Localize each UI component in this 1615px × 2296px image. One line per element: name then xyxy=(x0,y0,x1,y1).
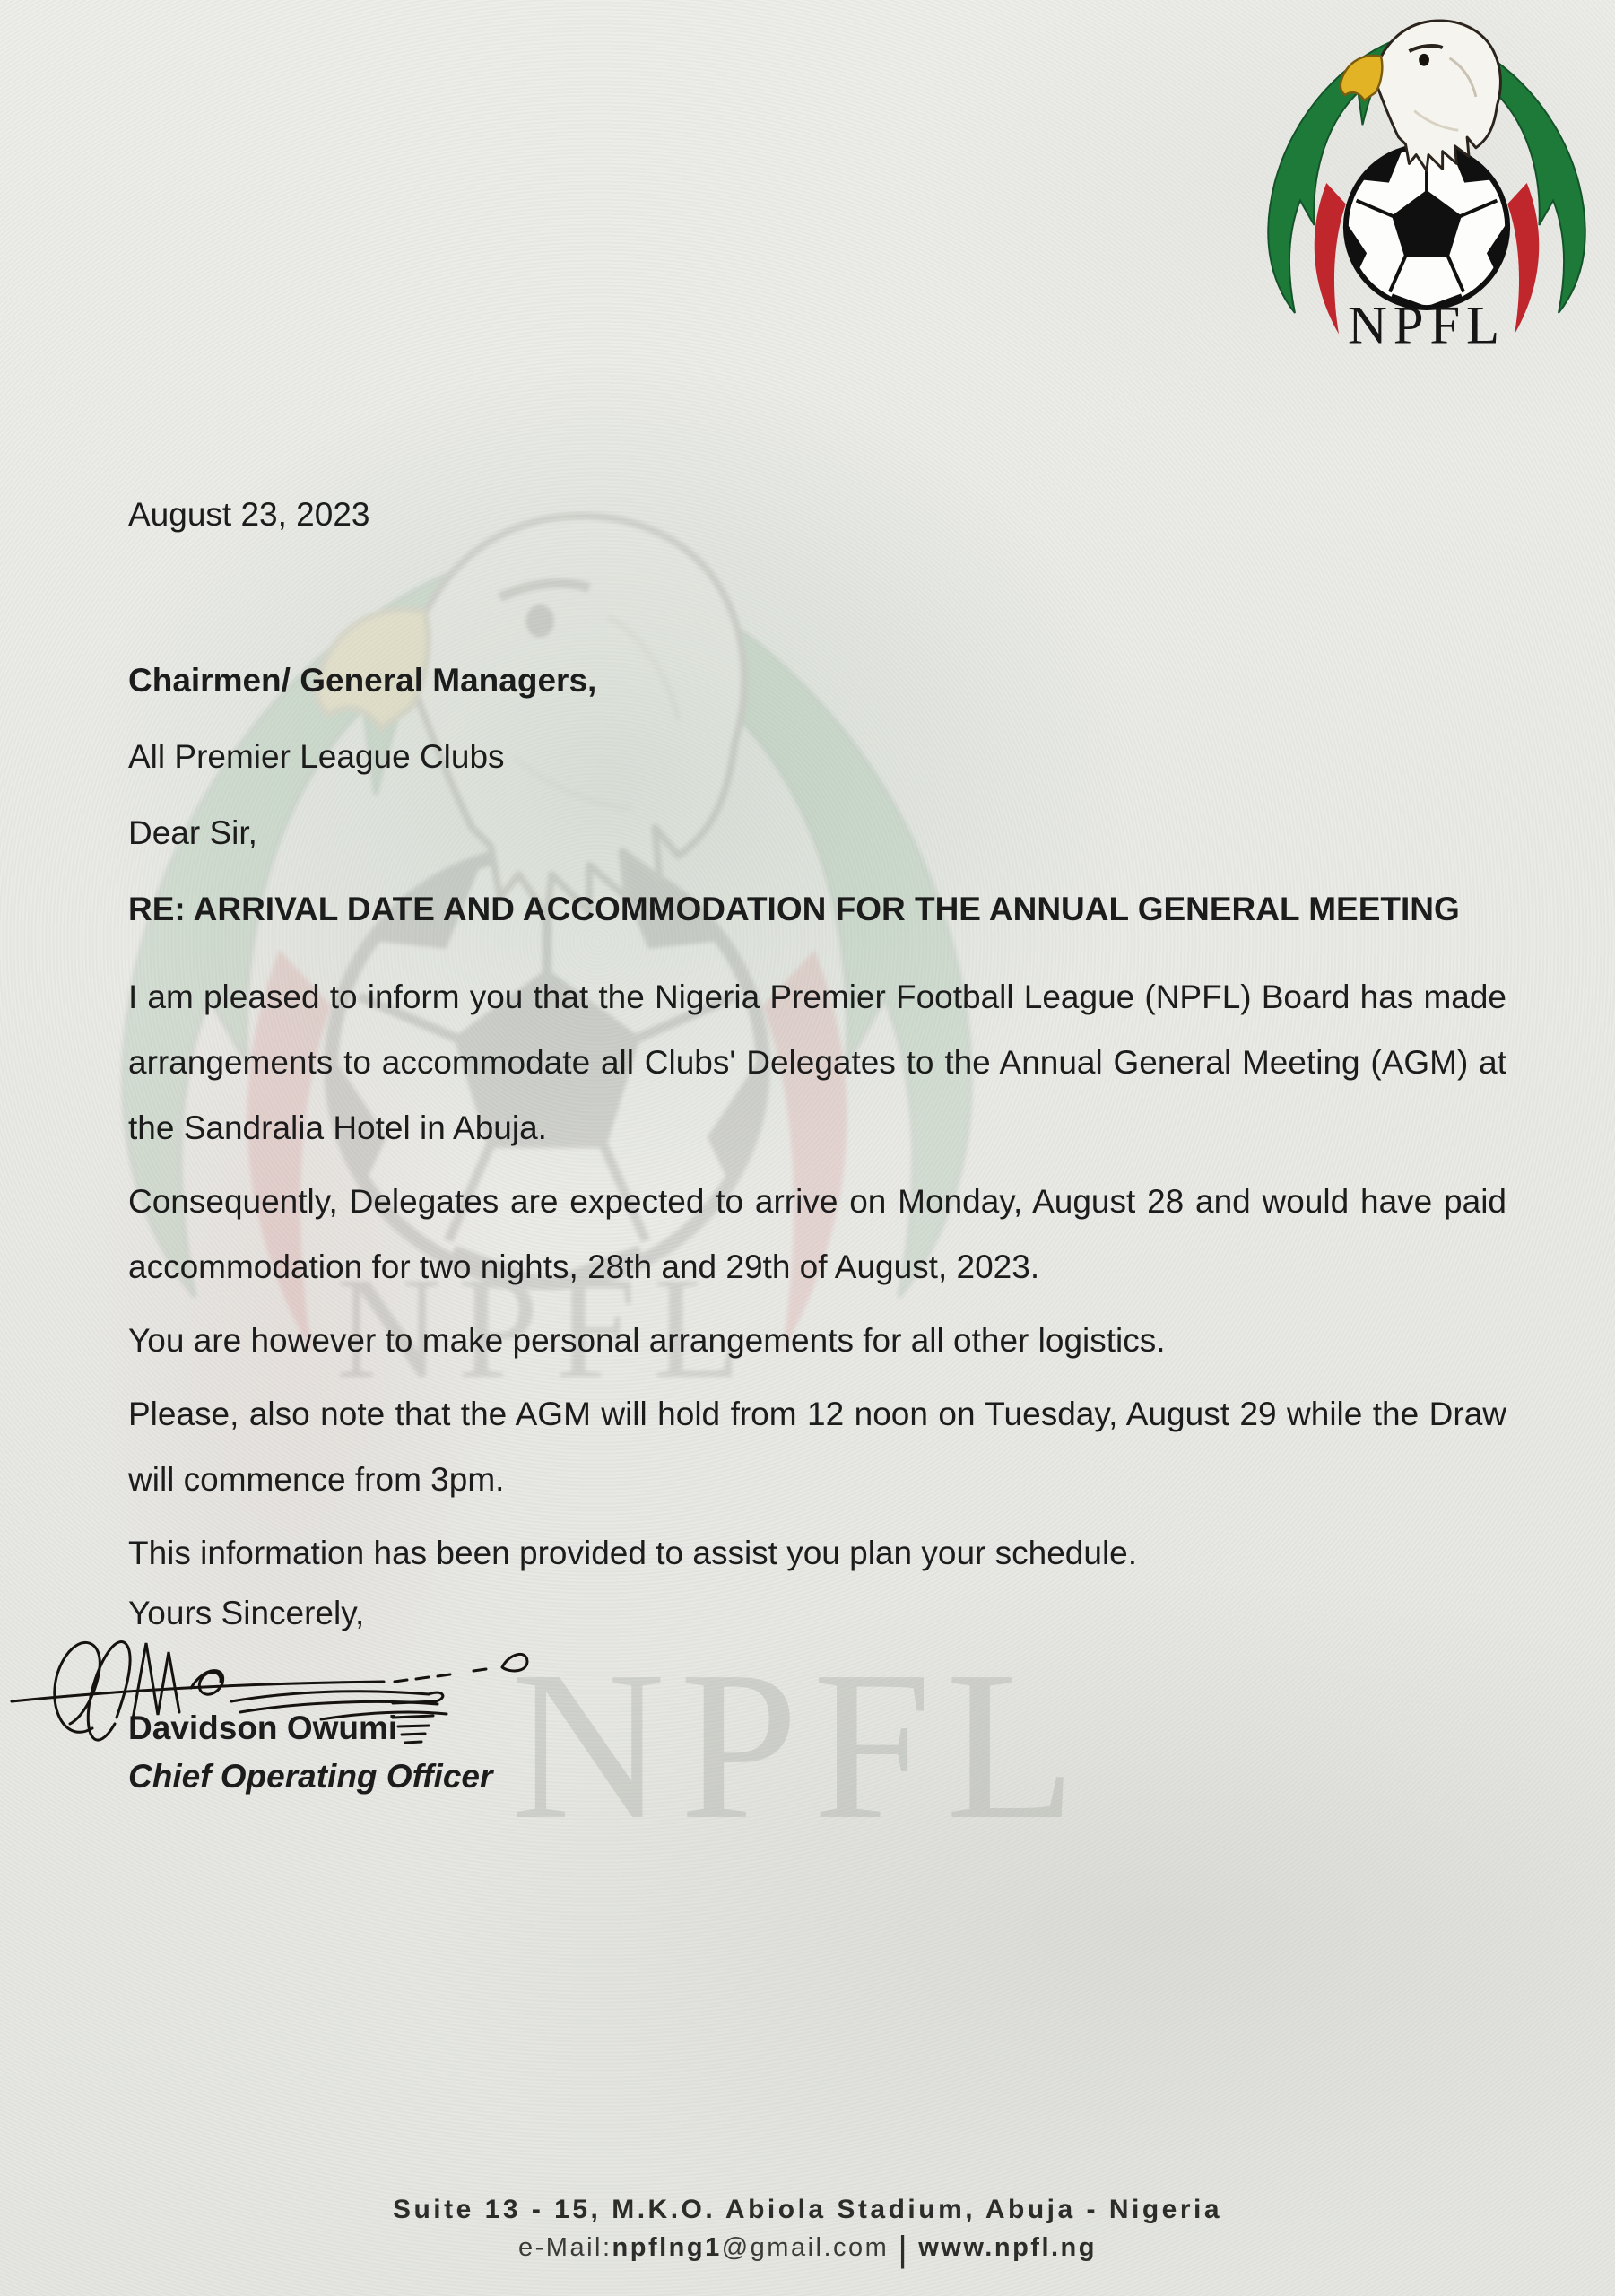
email-domain: @gmail.com xyxy=(721,2233,890,2262)
signature-scribble-image xyxy=(7,1610,626,1753)
body-paragraph-5: This information has been provided to assist you plan your schedule. xyxy=(128,1535,1138,1571)
recipient-line-1: Chairmen/ General Managers, xyxy=(128,662,597,699)
letter-footer xyxy=(0,2195,1615,2270)
watermark-npfl-text: NPFL xyxy=(511,1628,1090,1864)
footer-separator: | xyxy=(898,2230,910,2269)
signatory-name: Davidson Owumi xyxy=(128,1709,398,1746)
closing-text: Yours Sincerely, xyxy=(128,1595,365,1631)
body-paragraph-2: Consequently, Delegates are expected to arrive on Monday, August 28 and would have paid accommodation for two nights, 28th and 29th of August, 2023. xyxy=(128,1183,1506,1285)
subject-line: RE: ARRIVAL DATE AND ACCOMMODATION FOR THE ANNUAL GENERAL MEETING xyxy=(128,891,1460,927)
letter-body xyxy=(128,495,1506,1796)
npfl-crest-logo xyxy=(1242,5,1611,357)
email-user: npflng1 xyxy=(612,2233,722,2262)
body-paragraph-4: Please, also note that the AGM will hold from 12 noon on Tuesday, August 29 while the Draw will commence from 3pm. xyxy=(128,1396,1506,1498)
date-text: August 23, 2023 xyxy=(128,496,370,533)
email-label: e-Mail: xyxy=(518,2233,612,2262)
footer-address: Suite 13 - 15, M.K.O. Abiola Stadium, Abuja - Nigeria xyxy=(392,2195,1223,2224)
footer-contact xyxy=(0,2230,1615,2270)
signatory-title: Chief Operating Officer xyxy=(128,1758,493,1795)
website-url: www.npfl.ng xyxy=(918,2233,1097,2262)
body-paragraph-1: I am pleased to inform you that the Nigeria Premier Football League (NPFL) Board has made arrangements to accommodate all Clubs' Delegates to the Annual General Meeting (AGM) at the Sandralia Hotel in Abuja. xyxy=(128,978,1506,1146)
salutation-text: Dear Sir, xyxy=(128,814,257,851)
recipient-line-2: All Premier League Clubs xyxy=(128,738,505,775)
body-paragraph-3: You are however to make personal arrangements for all other logistics. xyxy=(128,1322,1166,1359)
